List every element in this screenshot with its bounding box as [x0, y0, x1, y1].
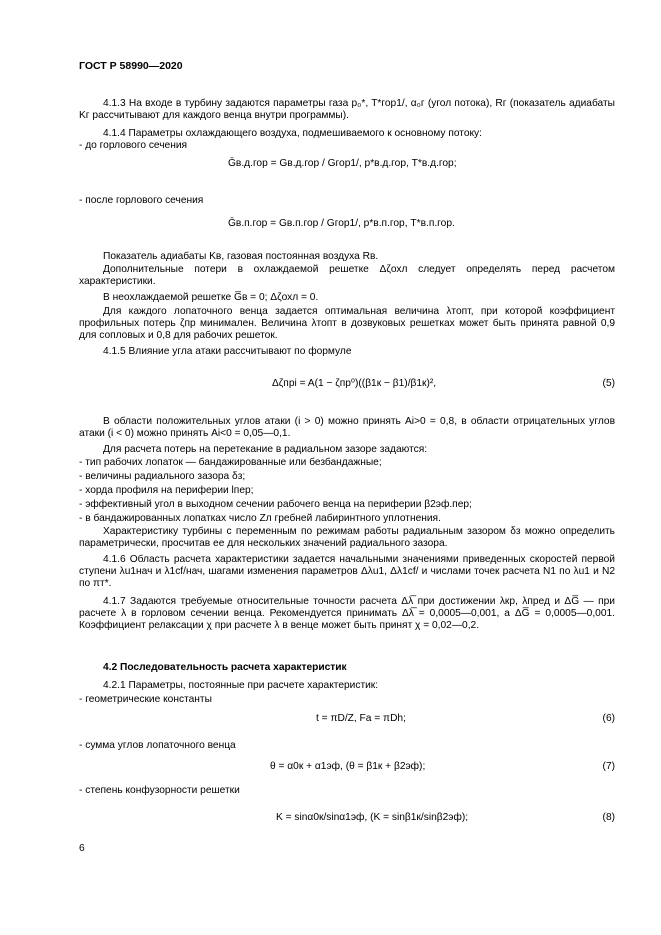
list-item-after-throat: - после горлового сечения	[79, 195, 204, 206]
formula-6: t = πD/Z, Fа = πDh;	[316, 713, 406, 724]
paragraph-optimal: Для каждого лопаточного венца задается оптимальная величина λтопт, при которой коэффициент профильных потерь ζпр минимален. Величина λтопт в дозвуковых решетках может быть принята равной 0,9 для сопловых и 0,8 для рабочих решеток.	[79, 306, 615, 341]
radial-item-2: - величины радиального зазора δз;	[79, 471, 246, 482]
page-number: 6	[79, 843, 85, 854]
paragraph-4-2-1: 4.2.1 Параметры, постоянные при расчете характеристик:	[103, 680, 379, 691]
list-item-throat: - до горлового сечения	[79, 140, 188, 151]
radial-item-3: - хорда профиля на периферии lпер;	[79, 485, 254, 496]
equation-number-6: (6)	[602, 713, 615, 724]
paragraph-4-1-5: 4.1.5 Влияние угла атаки рассчитывают по формуле	[103, 346, 352, 357]
radial-item-5: - в бандажированных лопатках число Zл гребней лабиринтного уплотнения.	[79, 513, 441, 524]
radial-item-4: - эффективный угол в выходном сечении рабочего венца на периферии β2эф.пер;	[79, 499, 472, 510]
equation-number-7: (7)	[602, 761, 615, 772]
document-header: ГОСТ Р 58990—2020	[79, 60, 183, 72]
paragraph-4-1-3	[79, 98, 615, 122]
paragraph-attack-area: В области положительных углов атаки (i > 0) можно принять Ai>0 = 0,8, в области отрицательных углов атаки (i < 0) можно принять Ai<0 = 0,05—0,1.	[79, 416, 615, 439]
section-heading-4-2: 4.2 Последовательность расчета характеристик	[103, 662, 347, 673]
radial-item-1: - тип рабочих лопаток — бандажированные или безбандажные;	[79, 457, 382, 468]
paragraph-uncooled: В неохлаждаемой решетке G̅в = 0; Δζохл = 0.	[103, 292, 319, 303]
paragraph-characteristic: Характеристику турбины с переменным по режимам работы радиальным зазором δз можно определить параметрически, просчитав ее для нескольких значений радиального зазора.	[79, 526, 615, 549]
paragraph-radial-intro: Для расчета потерь на перетекание в радиальном зазоре задаются:	[103, 444, 428, 455]
paragraph-adiabat: Показатель адиабаты Kв, газовая постоянная воздуха Rв.	[103, 251, 379, 262]
formula-5: Δζпрi = A(1 − ζпр⁰)((β1к − β1)/β1к)²,	[272, 378, 437, 389]
formula-after-throat: Ḡв.п.гор = Gв.п.гор / Gгор1/, p*в.п.гор, T*в.п.гор.	[228, 218, 455, 229]
paragraph-extra-losses: Дополнительные потери в охлаждаемой решетке Δζохл следует определять перед расчетом характеристики.	[79, 264, 615, 287]
formula-throat: Ḡв.д.гор = Gв.д.гор / Gгор1/, p*в.д.гор, T*в.д.гор;	[228, 158, 457, 169]
equation-number-8: (8)	[602, 812, 615, 823]
list-item-confusor: - степень конфузорности решетки	[79, 785, 240, 796]
paragraph-4-1-7: 4.1.7 Задаются требуемые относительные точности расчета Δλ̅ при достижении λкр, λпред и ΔG̅ — при расчете λ в горловом сечении венца. Рекомендуется принимать Δλ̅ = 0,0005—0,001, а ΔG̅ = 0,0005—0,001. Коэффициент релаксации χ при расчете λ в венце может быть принят χ = 0,02—0,2.	[79, 596, 615, 631]
equation-number-5: (5)	[602, 378, 615, 389]
p413-text: 4.1.3 На входе в турбину задаются параметры газа p₀*, T*гор1/, α₀г (угол потока), Rг (показатель адиабаты Kг рассчитывают для каждого венца внутри программы).	[79, 98, 615, 121]
formula-8: K = sinα0к/sinα1эф, (K = sinβ1к/sinβ2эф);	[276, 812, 469, 823]
formula-7: θ = α0к + α1эф, (θ = β1к + β2эф);	[270, 761, 426, 772]
paragraph-4-1-4: 4.1.4 Параметры охлаждающего воздуха, подмешиваемого к основному потоку:	[103, 128, 482, 139]
paragraph-4-1-6: 4.1.6 Область расчета характеристики задается начальными значениями приведенных скоростей первой ступени λu1нач и λ1cf/нач, шагами изменения параметров Δλu1, Δλ1cf/ и числами точек расчета N1 по λu1 и N2 по πт*.	[79, 554, 615, 589]
list-item-geometry: - геометрические константы	[79, 694, 212, 705]
list-item-sum-angles: - сумма углов лопаточного венца	[79, 740, 236, 751]
